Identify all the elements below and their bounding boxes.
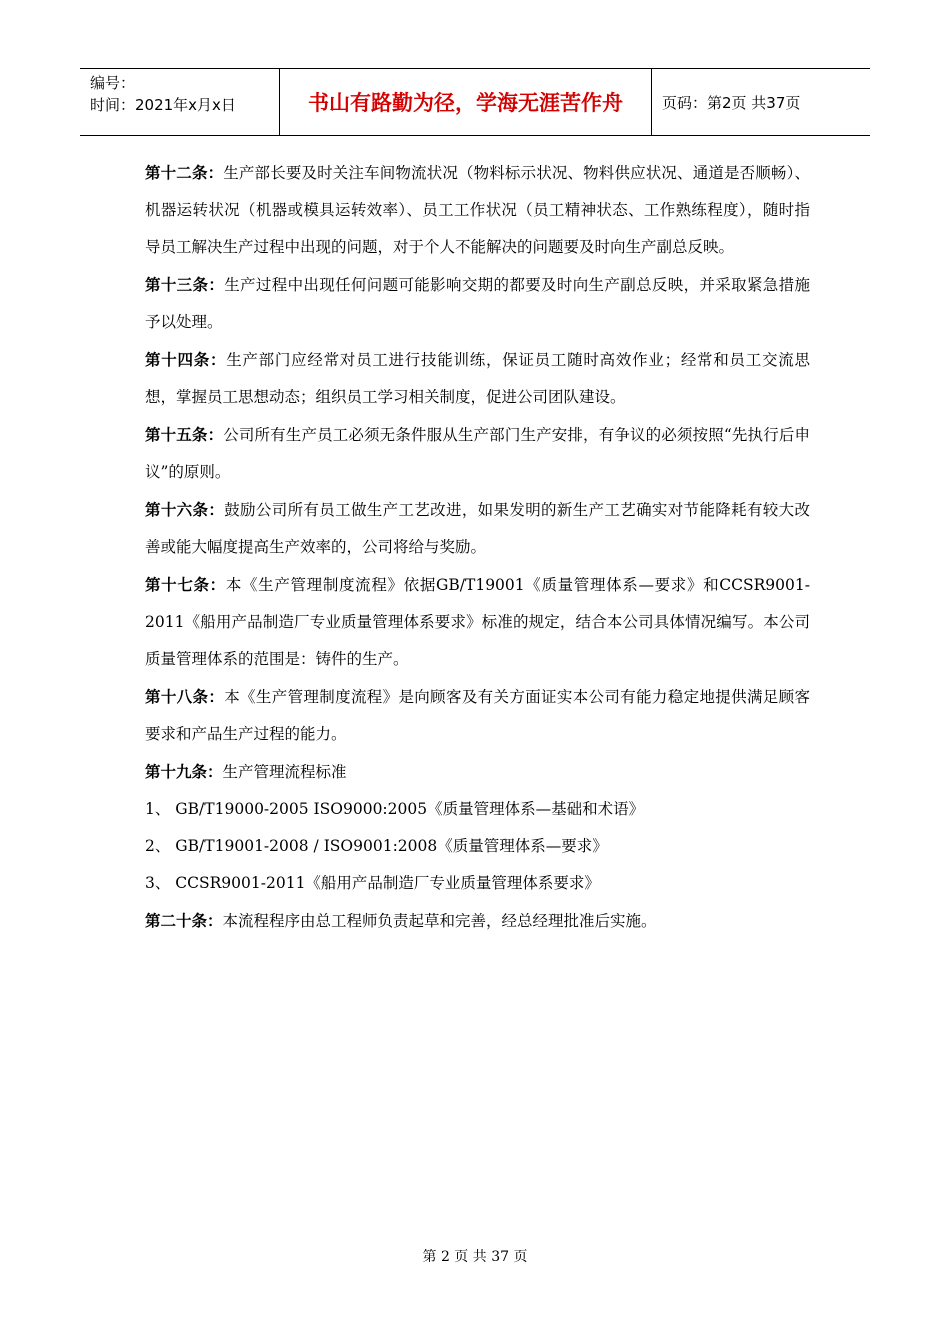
- article-heading: 第十五条：: [145, 425, 224, 444]
- article-heading: 第十八条：: [145, 687, 225, 706]
- article-paragraph: [145, 491, 810, 566]
- document-date-label: 时间：2021年x月x日: [90, 96, 236, 114]
- page-footer: 第 2 页 共 37 页: [422, 1249, 528, 1265]
- document-number-label: 编号：: [90, 74, 136, 92]
- standard-list-item: [145, 791, 810, 828]
- article-heading: 第十二条：: [145, 163, 224, 182]
- article-paragraph: [145, 902, 810, 940]
- document-body: [145, 154, 810, 940]
- standard-text: 1、 GB/T19000-2005 ISO9000:2005《质量管理体系—基础和术语》: [145, 800, 645, 818]
- standard-list-item: [145, 828, 810, 865]
- article-text: 本《生产管理制度流程》依据GB/T19001《质量管理体系—要求》和CCSR9001-2011《船用产品制造厂专业质量管理体系要求》标准的规定，结合本公司具体情况编写。本公司质量管理体系的范围是：铸件的生产。: [145, 576, 810, 668]
- article-heading: 第十六条：: [145, 500, 225, 519]
- article-text: 本《生产管理制度流程》是向顾客及有关方面证实本公司有能力稳定地提供满足顾客要求和产品生产过程的能力。: [145, 688, 810, 743]
- article-text: 生产过程中出现任何问题可能影响交期的都要及时向生产副总反映，并采取紧急措施予以处理。: [145, 276, 810, 331]
- article-paragraph: [145, 678, 810, 753]
- page-header: [80, 68, 870, 136]
- header-page-number: 页码：第2页 共37页: [662, 93, 801, 112]
- article-text: 鼓励公司所有员工做生产工艺改进，如果发明的新生产工艺确实对节能降耗有较大改善或能大幅度提高生产效率的，公司将给与奖励。: [145, 501, 810, 556]
- standard-text: 3、 CCSR9001-2011《船用产品制造厂专业质量管理体系要求》: [145, 874, 600, 892]
- standard-text: 2、 GB/T19001-2008 / ISO9001:2008《质量管理体系—要求》: [145, 837, 608, 855]
- header-motto: 书山有路勤为径，学海无涯苦作舟: [280, 69, 652, 135]
- article-text: 生产管理流程标准: [222, 763, 347, 781]
- article-text: 生产部长要及时关注车间物流状况（物料标示状况、物料供应状况、通道是否顺畅）、机器运转状况（机器或模具运转效率）、员工工作状况（员工精神状态、工作熟练程度），随时指导员工解决生产过程中出现的问题，对于个人不能解决的问题要及时向生产副总反映。: [145, 164, 810, 256]
- standard-list-item: [145, 865, 810, 902]
- article-heading: 第十四条：: [145, 350, 227, 369]
- article-paragraph: [145, 154, 810, 266]
- article-text: 公司所有生产员工必须无条件服从生产部门生产安排，有争议的必须按照“先执行后申议”的原则。: [145, 426, 810, 481]
- article-paragraph: [145, 266, 810, 341]
- article-heading: 第十九条：: [145, 762, 223, 781]
- article-paragraph: [145, 753, 810, 791]
- article-paragraph: [145, 416, 810, 491]
- article-paragraph: [145, 341, 810, 416]
- article-text: 本流程程序由总工程师负责起草和完善，经总经理批准后实施。: [222, 912, 657, 930]
- header-meta: [80, 69, 280, 135]
- article-heading: 第十三条：: [145, 275, 225, 294]
- article-heading: 第二十条：: [145, 911, 223, 930]
- article-text: 生产部门应经常对员工进行技能训练，保证员工随时高效作业；经常和员工交流思想，掌握员工思想动态；组织员工学习相关制度，促进公司团队建设。: [145, 351, 810, 406]
- article-heading: 第十七条：: [145, 575, 226, 594]
- article-paragraph: [145, 566, 810, 678]
